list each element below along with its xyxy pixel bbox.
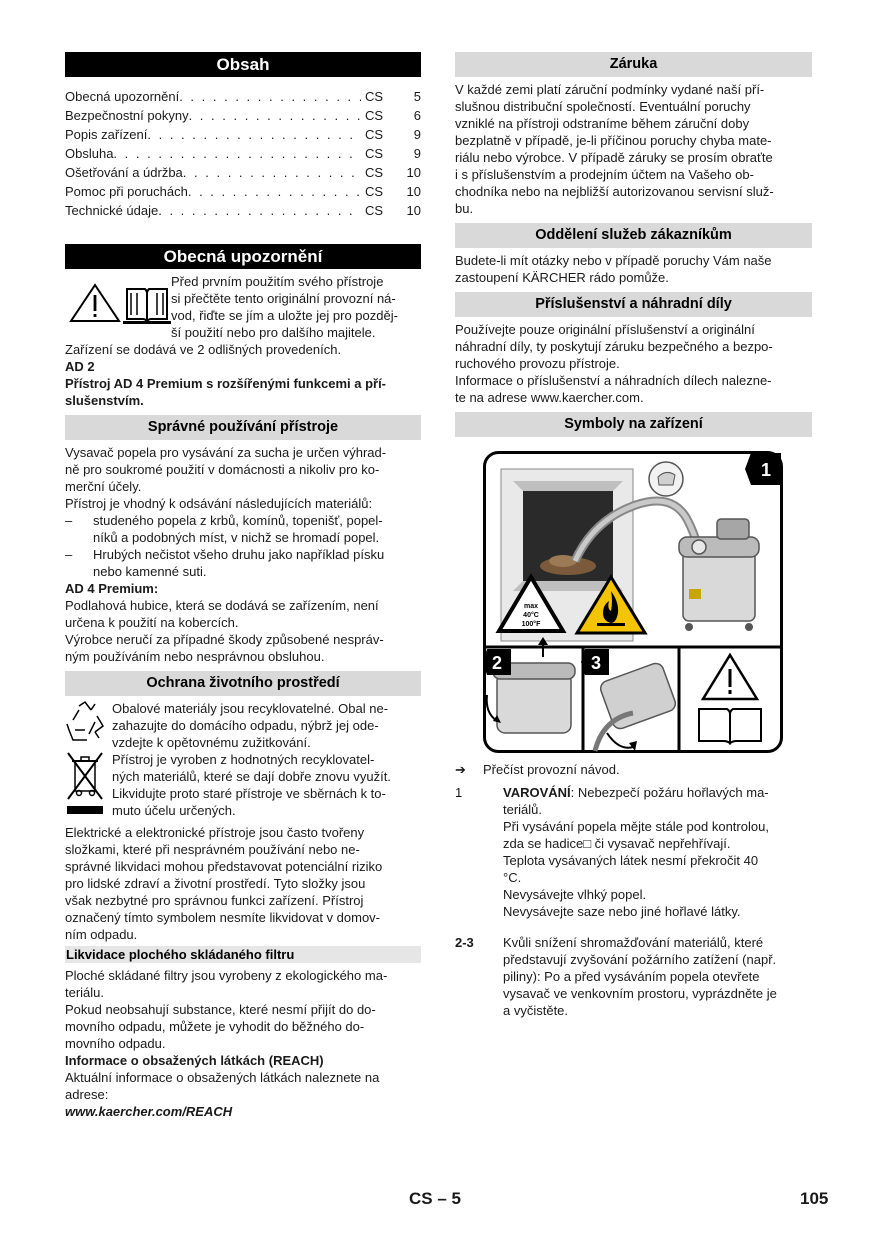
toc-row[interactable]: Popis zařízení . . . CS 9 bbox=[65, 125, 421, 144]
toc-row[interactable]: Bezpečnostní pokyny . . . CS 6 bbox=[65, 106, 421, 125]
list-item: – Hrubých nečistot všeho druhu jako například písku nebo kamenné suti. bbox=[65, 547, 385, 579]
section-title-proper-use: Správné používání přístroje bbox=[65, 415, 421, 440]
toc-row[interactable]: Obsluha . . . CS 9 bbox=[65, 144, 421, 163]
recycle-icon bbox=[65, 700, 112, 751]
section-title-customer: Oddělení služeb zákazníkům bbox=[455, 223, 812, 248]
svg-text:100°F: 100°F bbox=[521, 621, 541, 628]
svg-text:3: 3 bbox=[590, 653, 602, 673]
section-title-environment: Ochrana životního prostředí bbox=[65, 671, 421, 696]
crossed-bin-icon bbox=[65, 751, 112, 824]
list-item: 1 VAROVÁNÍ: Nebezpečí požáru hořlavých ma- teriálů. Při vysávání popela mějte stále pod kontrolou, zda se hadice□ či vysavač nepřehřívají. Teplota vysávaných látek nesmí překročit 40 °C. Nevysávejte vlhký popel. Nevysávejte saze nebo jiné hořlavé látky. bbox=[455, 785, 769, 919]
general-intro: Před prvním použitím svého přístroje si přečtěte tento originální provozní ná- vod, řiďte se jím a uložte jej pro pozděj- ší použití nebo pro dalšího majitele. bbox=[65, 273, 421, 341]
table-of-contents bbox=[65, 87, 421, 220]
arrow-right-icon: ➔ bbox=[455, 762, 466, 777]
svg-text:1: 1 bbox=[760, 460, 772, 480]
section-title-accessories: Příslušenství a náhradní díly bbox=[455, 292, 812, 317]
section-title-general: Obecná upozornění bbox=[65, 244, 421, 269]
footer-section-number: CS – 5 bbox=[409, 1189, 461, 1208]
section-title-warranty: Záruka bbox=[455, 52, 812, 77]
toc-row[interactable]: Pomoc při poruchách . . . CS 10 bbox=[65, 182, 421, 201]
right-column: Záruka V každé zemi platí záruční podmínky vydané naší pří- slušnou distribuční společností. Eventuální poruchy vzniklé na přístroji odstraníme během záruční doby bezplatně v případě, je-li příčinou poruchy chyba mate- riálu nebo výrobce. V případě záruky se prosím obraťte i s příslušenstvím a prodejním účtem na Vašeho ob- chodníka nebo na nejbližší autorizovanou servisní služ- bu. Oddělení služeb zákazníkům Budete-li mít otázky nebo v případě poruchy Vám naše zastoupení KÄRCHER rádo pomůže. Příslušenství a náhradní díly Používejte pouze originální příslušenství a originální náhradní díly, ty poskytují záruku bezpečného a bezpo- ruchového provozu přístroje. Informace o příslušenství a náhradních dílech nalezne- te na adrese www.kaercher.com. Symboly na zařízení 1 max 40°C 100°F 2 3 ➔ Přečíst provozní návod. 1 VAROVÁNÍ: Nebezpečí požáru hořlavých ma- teriálů. Při vysávání popela mějte stále pod kontrolou, zda se hadice□ či vysavač nepřehřívají. Teplota vysávaných látek nesmí překročit 40 °C. Nevysávejte vlhký popel. Nevysávejte saze nebo jiné hořlavé látky. 2-3 Kvůli snížení shromažďování materiálů, které představují zvyšování požárního zatížení (např. piliny): Po a před vysáváním popela otevřete vysavač ve venkovním prostoru, vyprázdněte je a vyčistěte. bbox=[455, 52, 812, 1019]
toc-title: Obsah bbox=[65, 52, 421, 77]
toc-row[interactable]: Ošetřování a údržba . . . CS 10 bbox=[65, 163, 421, 182]
number-badge-1 bbox=[745, 453, 781, 485]
subsection-title-filter: Likvidace plochého skládaného filtru bbox=[65, 946, 421, 963]
environment-body: Obalové materiály jsou recyklovatelné. Obal ne- zahazujte do domácího odpadu, nýbrž jej ode- vzdejte k opětovnému zužitkování. Přístroj je vyroben z hodnotných recyklovatel- ných materiálů, které se dají dobře znovu využít. Likvidujte proto staré přístroje ve sběrnách k to- muto účelu určených. Elektrické a elektronické přístroje jsou často tvořeny složkami, které při nesprávném používání nebo ne- správné likvidaci mohou představovat potenciální riziko pro lidské zdraví a životní prostředí. Tyto složky jsou však nezbytné pro správnou funkci zařízení. Přístroj označený tímto symbolem nesmíte likvidovat v domov- ním odpadu. bbox=[65, 701, 391, 942]
footer-page-number: 105 bbox=[800, 1189, 829, 1208]
symbols-illustration bbox=[483, 451, 783, 753]
list-item: 2-3 Kvůli snížení shromažďování materiálů, které představují zvyšování požárního zatížení (např. piliny): Po a před vysáváním popela otevřete vysavač ve venkovním prostoru, vyprázdněte je a vyčistěte. bbox=[455, 935, 777, 1018]
list-item: – studeného popela z krbů, komínů, topenišť, popel- níků a podobných míst, v nichž se hromadí popel. bbox=[65, 513, 383, 545]
left-column: Obsah Obecná upozornění . . . CS 5 Bezpečnostní pokyny . . . CS 6 Popis zařízení . . . CS 9 Obsluha . . . CS 9 Ošetřování a údržba . . . CS 10 Pomoc při poruchách . . . CS 10 Technické údaje . . . CS 10 Obecná upozornění Před prvním použitím svého přístroje si přečtěte tento originální provozní ná- vod, řiďte se jím a uložte jej pro pozděj- ší použití nebo pro dalšího majitele. Zařízení se dodává ve 2 odlišných provedeních. AD 2 Přístroj AD 4 Premium s rozšířenými funkcemi a pří- slušenstvím. Správné používání přístroje Vysavač popela pro vysávání za sucha je určen výhrad- ně pro soukromé použití v domácnosti a nikoliv pro ko- merční účely. Přístroj je vhodný k odsávání následujících materiálů: – studeného popela z krbů, komínů, topenišť, popel- níků a podobných míst, v nichž se hromadí popel. – Hrubých nečistot všeho druhu jako například písku nebo kamenné suti. AD 4 Premium: Podlahová hubice, která se dodává se zařízením, není určena k použití na kobercích. Výrobce neručí za případné škody způsobené nespráv- ným používáním nebo nesprávnou obsluhou. Ochrana životního prostředí Obalové materiály jsou recyklovatelné. Obal ne- zahazujte do domácího odpadu, nýbrž jej ode- vzdejte k opětovnému zužitkování. Přístroj je vyroben z hodnotných recyklovatel- ných materiálů, které se dají dobře znovu využít. Likvidujte proto staré přístroje ve sběrnách k to- muto účelu určených. Elektrické a elektronické přístroje jsou často tvořeny složkami, které při nesprávném používání nebo ne- správné likvidaci mohou představovat potenciální riziko pro lidské zdraví a životní prostředí. Tyto složky jsou však nezbytné pro správnou funkci zařízení. Přístroj označený tímto symbolem nesmíte likvidovat v domov- ním odpadu. Likvidace plochého skládaného filtru Ploché skládané filtry jsou vyrobeny z ekologického ma- teriálu. Pokud neobsahují substance, které nesmí přijít do do- movního odpadu, můžete je vyhodit do běžného do- movního odpadu. Informace o obsažených látkách (REACH) Aktuální informace o obsažených látkách naleznete na adrese: www.kaercher.com/REACH bbox=[65, 52, 421, 1120]
section-title-symbols: Symboly na zařízení bbox=[455, 412, 812, 437]
svg-text:40°C: 40°C bbox=[523, 612, 539, 619]
read-manual-row: ➔ Přečíst provozní návod. bbox=[455, 762, 620, 777]
reach-link[interactable]: www.kaercher.com/REACH bbox=[65, 1104, 233, 1119]
warning-read-manual-icon bbox=[65, 273, 171, 337]
versions-text: Zařízení se dodává ve 2 odlišných provedeních. bbox=[65, 342, 342, 357]
proper-use-body: Vysavač popela pro vysávání za sucha je určen výhrad- ně pro soukromé použití v domácnosti a nikoliv pro ko- merční účely. Přístroj je vhodný k odsávání následujících materiálů: – studeného popela z krbů, komínů, topenišť, popel- níků a podobných míst, v nichž se hromadí popel. – Hrubých nečistot všeho druhu jako například písku nebo kamenné suti. AD 4 Premium: Podlahová hubice, která se dodává se zařízením, není určena k použití na kobercích. Výrobce neručí za případné škody způsobené nespráv- ným používáním nebo nesprávnou obsluhou. bbox=[65, 444, 421, 665]
svg-text:max: max bbox=[523, 603, 539, 610]
toc-row[interactable]: Technické údaje . . . CS 10 bbox=[65, 201, 421, 220]
toc-row[interactable]: Obecná upozornění . . . CS 5 bbox=[65, 87, 421, 106]
ad2-label: AD 2 bbox=[65, 359, 95, 374]
svg-text:2: 2 bbox=[491, 653, 503, 673]
